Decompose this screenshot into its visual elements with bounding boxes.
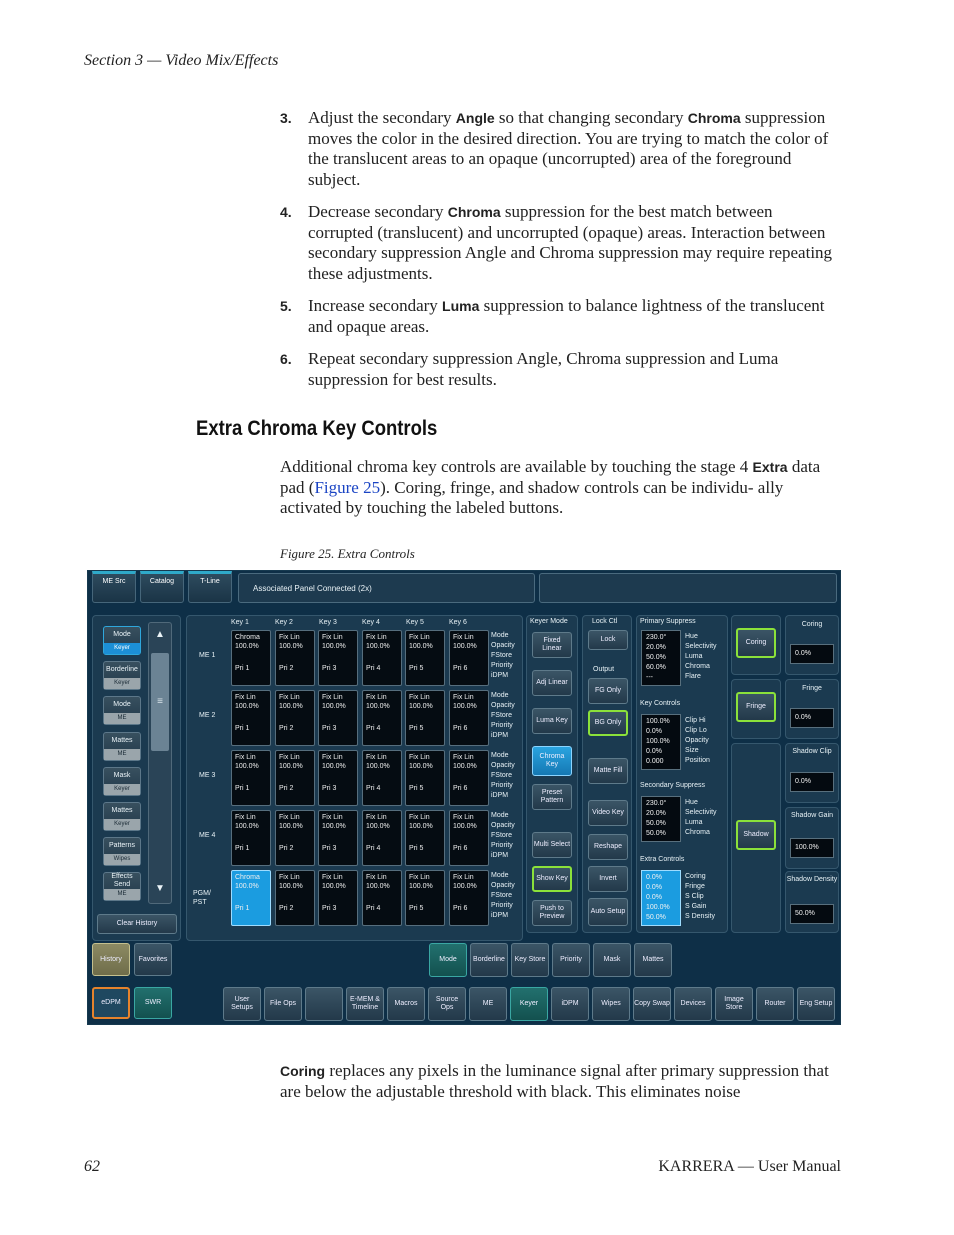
key-cell-me4-key2[interactable]: Fix Lin 100.0% Pri 2 bbox=[275, 810, 315, 866]
fringe-button[interactable]: Fringe bbox=[736, 692, 776, 722]
keyword-chroma: Chroma bbox=[447, 204, 501, 220]
key-header: Key 6 bbox=[449, 619, 467, 626]
show-key-button[interactable]: Show Key bbox=[532, 866, 572, 892]
keyword-coring: Coring bbox=[280, 1063, 326, 1079]
key-cell-me1-key6[interactable]: Fix Lin 100.0% Pri 6 bbox=[449, 630, 489, 686]
keyword-luma: Luma bbox=[442, 298, 480, 314]
figure-link[interactable]: Figure 25 bbox=[314, 477, 381, 497]
row-label-me2: ME 2 bbox=[199, 712, 216, 719]
subtab-mask[interactable]: Mask bbox=[593, 943, 631, 977]
history-panel bbox=[92, 615, 181, 941]
key-controls-labels: Clip Hi Clip Lo Opacity Size Position bbox=[685, 717, 710, 764]
keyword-chroma: Chroma bbox=[687, 110, 741, 126]
step-text: Adjust the secondary bbox=[308, 108, 456, 127]
primary-suppress-labels: Hue Selectivity Luma Chroma Flare bbox=[685, 633, 717, 680]
key-cell-me3-key4[interactable]: Fix Lin 100.0% Pri 4 bbox=[362, 750, 402, 806]
subtab-priority[interactable]: Priority bbox=[552, 943, 590, 977]
coring-value[interactable]: 0.0% bbox=[790, 644, 834, 664]
shadow-clip-control: Shadow Clip 0.0% bbox=[785, 743, 839, 803]
page-header: Section 3 — Video Mix/Effects bbox=[84, 52, 279, 69]
status-bar: Associated Panel Connected (2x) bbox=[238, 573, 535, 603]
manual-title: KARRERA — User Manual bbox=[658, 1158, 841, 1175]
primary-suppress-title: Primary Suppress bbox=[640, 618, 696, 625]
mode-list-me1: Mode Opacity FStore Priority iDPM bbox=[491, 632, 515, 679]
step-text: Decrease secondary bbox=[308, 202, 448, 221]
bottom-tab-e-mem-timeline[interactable]: E-MEM & Timeline bbox=[346, 987, 384, 1021]
video-key-button[interactable]: Video Key bbox=[588, 800, 628, 826]
key-cell-me2-key1[interactable]: Fix Lin 100.0% Pri 1 bbox=[231, 690, 271, 746]
extra-controls-labels: Coring Fringe S Clip S Gain S Density bbox=[685, 873, 715, 920]
secondary-suppress-pad[interactable]: 230.0° 20.0% 50.0% 50.0% bbox=[641, 796, 681, 842]
bottom-tab-router[interactable]: Router bbox=[756, 987, 794, 1021]
key-header: Key 4 bbox=[362, 619, 380, 626]
key-cell-pgm-key5[interactable]: Fix Lin 100.0% Pri 5 bbox=[405, 870, 445, 926]
step-4 bbox=[280, 202, 840, 284]
secondary-suppress-labels: Hue Selectivity Luma Chroma bbox=[685, 799, 717, 836]
key-cell-me4-key1[interactable]: Fix Lin 100.0% Pri 1 bbox=[231, 810, 271, 866]
shadow-gain-control: Shadow Gain 100.0% bbox=[785, 807, 839, 869]
fringe-control: Fringe 0.0% bbox=[785, 679, 839, 739]
key-cell-me3-key1[interactable]: Fix Lin 100.0% Pri 1 bbox=[231, 750, 271, 806]
lock-title: Lock Ctl bbox=[592, 618, 618, 625]
bottom-tab-devices[interactable]: Devices bbox=[674, 987, 712, 1021]
subtab-mattes[interactable]: Mattes bbox=[634, 943, 672, 977]
keyer-mode-panel bbox=[526, 615, 578, 933]
history-effects-send-me[interactable]: Effects Send ME bbox=[103, 872, 141, 901]
extra-controls-pad[interactable]: 0.0% 0.0% 0.0% 100.0% 50.0% bbox=[641, 870, 681, 926]
matte-fill-button[interactable]: Matte Fill bbox=[588, 758, 628, 784]
mode-list-me3: Mode Opacity FStore Priority iDPM bbox=[491, 752, 515, 799]
bottom-tab-eng-setup[interactable]: Eng Setup bbox=[797, 987, 835, 1021]
key-controls-pad[interactable]: 100.0% 0.0% 100.0% 0.0% 0.000 bbox=[641, 714, 681, 770]
bottom-tab-macros[interactable]: Macros bbox=[387, 987, 425, 1021]
key-cell-me2-key4[interactable]: Fix Lin 100.0% Pri 4 bbox=[362, 690, 402, 746]
shadow-density-control: Shadow Density 50.0% bbox=[785, 871, 839, 933]
preset-pattern-button[interactable]: Preset Pattern bbox=[532, 784, 572, 810]
key-header: Key 1 bbox=[231, 619, 249, 626]
key-cell-pgm-key6[interactable]: Fix Lin 100.0% Pri 6 bbox=[449, 870, 489, 926]
key-cell-me2-key3[interactable]: Fix Lin 100.0% Pri 3 bbox=[318, 690, 358, 746]
key-cell-me3-key2[interactable]: Fix Lin 100.0% Pri 2 bbox=[275, 750, 315, 806]
bottom-tab-keyer[interactable]: Keyer bbox=[510, 987, 548, 1021]
key-controls-title: Key Controls bbox=[640, 700, 681, 707]
step-5 bbox=[280, 296, 840, 337]
key-cell-me1-key4[interactable]: Fix Lin 100.0% Pri 4 bbox=[362, 630, 402, 686]
history-mode-me[interactable]: Mode ME bbox=[103, 696, 141, 725]
lock-output-panel bbox=[582, 615, 632, 933]
shadow-enable-panel bbox=[731, 743, 781, 933]
key-header: Key 5 bbox=[406, 619, 424, 626]
keyer-mode-title: Keyer Mode bbox=[530, 618, 568, 625]
key-cell-me1-key3[interactable]: Fix Lin 100.0% Pri 3 bbox=[318, 630, 358, 686]
clear-history-button[interactable]: Clear History bbox=[97, 914, 177, 934]
shadow-gain-value[interactable]: 100.0% bbox=[790, 838, 834, 858]
key-cell-me2-key6[interactable]: Fix Lin 100.0% Pri 6 bbox=[449, 690, 489, 746]
step-list bbox=[280, 108, 840, 402]
output-title: Output bbox=[593, 666, 615, 673]
key-header: Key 2 bbox=[275, 619, 293, 626]
step-text: suppression moves the color in the desired direction. You are trying to match the color of the translucent areas to an opaque (uncorrupted) area of the foreground subject. bbox=[308, 108, 829, 189]
key-cell-pgm-key4[interactable]: Fix Lin 100.0% Pri 4 bbox=[362, 870, 402, 926]
tab-me-src[interactable]: ME Src bbox=[92, 571, 136, 603]
key-cell-pgm-key3[interactable]: Fix Lin 100.0% Pri 3 bbox=[318, 870, 358, 926]
history-borderline-keyer[interactable]: Borderline Keyer bbox=[103, 661, 141, 690]
tab-catalog[interactable]: Catalog bbox=[140, 571, 184, 603]
history-scrollbar[interactable] bbox=[148, 622, 172, 904]
subtab-key-store[interactable]: Key Store bbox=[511, 943, 549, 977]
row-label-me1: ME 1 bbox=[199, 652, 216, 659]
bottom-tab-image-store[interactable]: Image Store bbox=[715, 987, 753, 1021]
invert-button[interactable]: Invert bbox=[588, 866, 628, 892]
step-number: 6. bbox=[280, 351, 292, 367]
figure-caption: Figure 25. Extra Controls bbox=[280, 546, 415, 561]
bottom-tab-source-ops[interactable]: Source Ops bbox=[428, 987, 466, 1021]
bottom-tab-idpm[interactable]: iDPM bbox=[551, 987, 589, 1021]
push-to-preview-button[interactable]: Push to Preview bbox=[532, 900, 572, 926]
scroll-down-icon[interactable]: ▼ bbox=[155, 883, 165, 894]
swr-button[interactable]: SWR bbox=[134, 987, 172, 1019]
key-cell-pgm-key2[interactable]: Fix Lin 100.0% Pri 2 bbox=[275, 870, 315, 926]
mode-list-me4: Mode Opacity FStore Priority iDPM bbox=[491, 812, 515, 859]
key-grid-panel bbox=[186, 615, 523, 941]
bg-only-button[interactable]: BG Only bbox=[588, 710, 628, 736]
bottom-tab-copy-swap[interactable]: Copy Swap bbox=[633, 987, 671, 1021]
history-mattes-keyer[interactable]: Mattes Keyer bbox=[103, 802, 141, 831]
data-pads-panel bbox=[636, 615, 728, 933]
extra-controls-screenshot bbox=[87, 570, 841, 1025]
key-cell-me3-key3[interactable]: Fix Lin 100.0% Pri 3 bbox=[318, 750, 358, 806]
step-text: so that changing secondary bbox=[494, 108, 688, 127]
extra-controls-title: Extra Controls bbox=[640, 856, 685, 863]
fringe-enable-panel bbox=[731, 679, 781, 739]
adj-linear-button[interactable]: Adj Linear bbox=[532, 670, 572, 696]
history-mask-keyer[interactable]: Mask Keyer bbox=[103, 767, 141, 796]
step-3 bbox=[280, 108, 840, 190]
row-label-me3: ME 3 bbox=[199, 772, 216, 779]
key-header: Key 3 bbox=[319, 619, 337, 626]
step-6 bbox=[280, 349, 840, 390]
luma-key-button[interactable]: Luma Key bbox=[532, 708, 572, 734]
coring-enable-panel bbox=[731, 615, 781, 675]
step-text: Increase secondary bbox=[308, 296, 443, 315]
history-button[interactable]: History bbox=[92, 943, 130, 976]
key-cell-me4-key4[interactable]: Fix Lin 100.0% Pri 4 bbox=[362, 810, 402, 866]
section-heading: Extra Chroma Key Controls bbox=[196, 417, 438, 440]
status-bar-right bbox=[539, 573, 837, 603]
history-mattes-me[interactable]: Mattes ME bbox=[103, 732, 141, 761]
key-cell-me2-key2[interactable]: Fix Lin 100.0% Pri 2 bbox=[275, 690, 315, 746]
scroll-thumb[interactable]: ≡ bbox=[151, 653, 169, 751]
intro-paragraph: Additional chroma key controls are available by touching the stage 4 Extra data pad (Figure 25). Coring, fringe, and shadow controls can be individu- ally activated by touching the labeled buttons. bbox=[280, 457, 821, 517]
bottom-tab-me[interactable]: ME bbox=[469, 987, 507, 1021]
subtab-borderline[interactable]: Borderline bbox=[470, 943, 508, 977]
bottom-tab-blank[interactable] bbox=[305, 987, 343, 1021]
key-cell-pgm-key1[interactable]: Chroma 100.0% Pri 1 bbox=[231, 870, 271, 926]
key-cell-me2-key5[interactable]: Fix Lin 100.0% Pri 5 bbox=[405, 690, 445, 746]
bottom-tab-user-setups[interactable]: User Setups bbox=[223, 987, 261, 1021]
fringe-value[interactable]: 0.0% bbox=[790, 708, 834, 728]
step-number: 3. bbox=[280, 110, 292, 126]
subtab-mode[interactable]: Mode bbox=[429, 943, 467, 977]
secondary-suppress-title: Secondary Suppress bbox=[640, 782, 705, 789]
key-cell-me3-key5[interactable]: Fix Lin 100.0% Pri 5 bbox=[405, 750, 445, 806]
page-number: 62 bbox=[84, 1158, 100, 1175]
multi-select-button[interactable]: Multi Select bbox=[532, 832, 572, 858]
keyword-angle: Angle bbox=[455, 110, 495, 126]
key-cell-me1-key5[interactable]: Fix Lin 100.0% Pri 5 bbox=[405, 630, 445, 686]
lock-button[interactable]: Lock bbox=[588, 630, 628, 650]
primary-suppress-pad[interactable]: 230.0° 20.0% 50.0% 60.0% --- bbox=[641, 630, 681, 686]
step-text: Repeat secondary suppression Angle, Chroma suppression and Luma suppression for best results. bbox=[308, 349, 779, 389]
bottom-tab-wipes[interactable]: Wipes bbox=[592, 987, 630, 1021]
key-cell-me4-key6[interactable]: Fix Lin 100.0% Pri 6 bbox=[449, 810, 489, 866]
edpm-button[interactable]: eDPM bbox=[92, 987, 130, 1019]
history-patterns-wipes[interactable]: Patterns Wipes bbox=[103, 837, 141, 866]
row-label-me4: ME 4 bbox=[199, 832, 216, 839]
chroma-key-button[interactable]: Chroma Key bbox=[532, 746, 572, 776]
coring-paragraph: Coring replaces any pixels in the luminance signal after primary suppression that are below the adjustable threshold with black. This eliminates noise bbox=[280, 1061, 829, 1101]
bottom-tab-file-ops[interactable]: File Ops bbox=[264, 987, 302, 1021]
step-number: 4. bbox=[280, 204, 292, 220]
shadow-button[interactable]: Shadow bbox=[736, 820, 776, 850]
row-label-pgm-pst: PGM/ PST bbox=[193, 890, 211, 906]
coring-button[interactable]: Coring bbox=[736, 628, 776, 658]
key-cell-me4-key3[interactable]: Fix Lin 100.0% Pri 3 bbox=[318, 810, 358, 866]
keyword-extra: Extra bbox=[752, 459, 788, 475]
coring-control: Coring 0.0% bbox=[785, 615, 839, 675]
favorites-button[interactable]: Favorites bbox=[134, 943, 172, 976]
key-cell-me3-key6[interactable]: Fix Lin 100.0% Pri 6 bbox=[449, 750, 489, 806]
fixed-linear-button[interactable]: Fixed Linear bbox=[532, 632, 572, 658]
key-cell-me4-key5[interactable]: Fix Lin 100.0% Pri 5 bbox=[405, 810, 445, 866]
mode-list-me2: Mode Opacity FStore Priority iDPM bbox=[491, 692, 515, 739]
shadow-density-value[interactable]: 50.0% bbox=[790, 904, 834, 924]
history-mode-keyer[interactable]: Mode Keyer bbox=[103, 626, 141, 655]
tab-t-line[interactable]: T-Line bbox=[188, 571, 232, 603]
step-text: suppression for the best match between corrupted (translucent) and uncorrupted (opaque) areas. Interaction between secondary suppression Angle and Chroma suppression may require repeating these adjustments. bbox=[308, 202, 833, 283]
shadow-clip-value[interactable]: 0.0% bbox=[790, 772, 834, 792]
fg-only-button[interactable]: FG Only bbox=[588, 678, 628, 704]
mode-list-pgm: Mode Opacity FStore Priority iDPM bbox=[491, 872, 515, 919]
scroll-up-icon[interactable]: ▲ bbox=[155, 629, 165, 640]
step-text: suppression to balance lightness of the translucent and opaque areas. bbox=[308, 296, 825, 336]
key-cell-me1-key1[interactable]: Chroma 100.0% Pri 1 bbox=[231, 630, 271, 686]
step-number: 5. bbox=[280, 298, 292, 314]
auto-setup-button[interactable]: Auto Setup bbox=[588, 898, 628, 926]
reshape-button[interactable]: Reshape bbox=[588, 834, 628, 860]
key-cell-me1-key2[interactable]: Fix Lin 100.0% Pri 2 bbox=[275, 630, 315, 686]
